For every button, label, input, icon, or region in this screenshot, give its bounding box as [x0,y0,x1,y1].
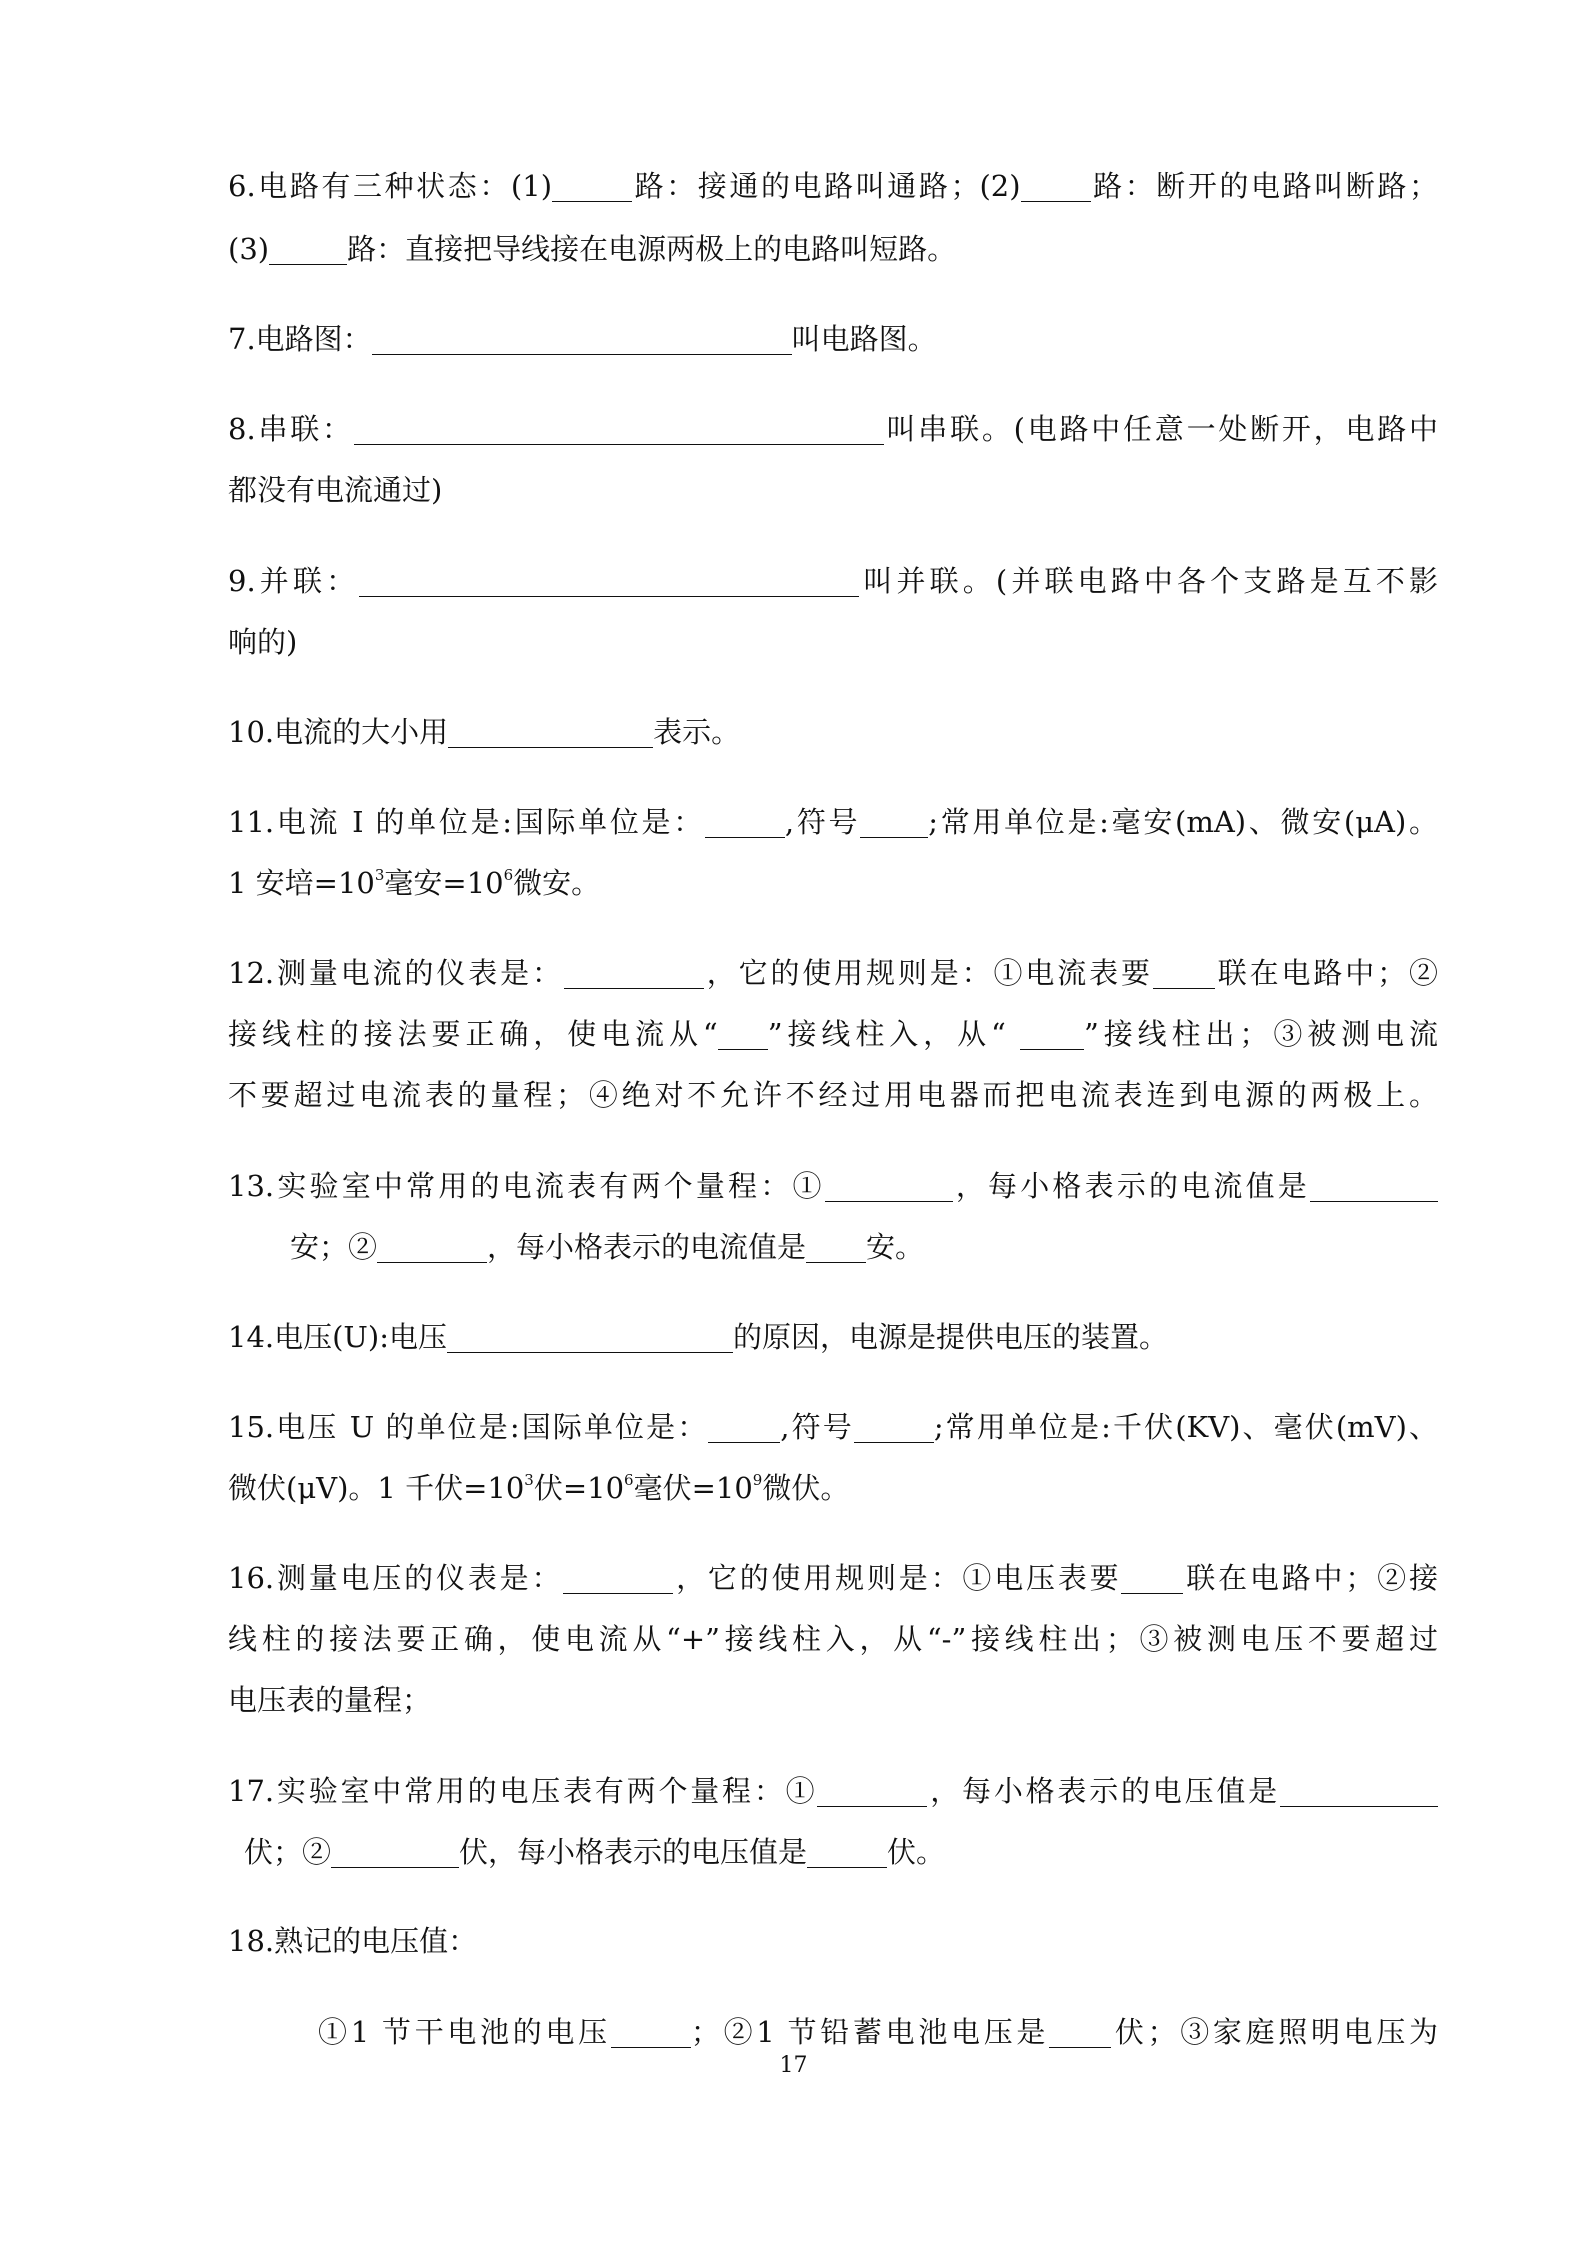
answer-blank[interactable] [806,1232,866,1263]
question-text: ,符号 [780,1410,854,1444]
question-17-line-2 [244,1832,1438,1872]
question-text: 13.实验室中常用的电流表有两个量程：① [228,1169,825,1203]
question-text: 18.熟记的电压值： [228,1924,478,1958]
answer-blank[interactable] [552,171,632,202]
question-text: ;常用单位是:毫安(mA)、微安(μA)。 [928,805,1439,839]
question-text: 伏，每小格表示的电压值是 [459,1835,808,1869]
question-6-line-2 [228,229,1438,269]
question-text: 叫串联。(电路中任意一处断开，电路中 [883,412,1438,446]
question-text: 12.测量电流的仪表是： [228,956,564,990]
answer-blank[interactable] [1153,958,1215,989]
answer-blank[interactable] [359,566,859,597]
question-6-line-1 [228,166,1438,206]
question-text: 表示。 [653,715,741,749]
question-text: 路：断开的电路叫断路； [1090,169,1438,203]
question-text: 1 安培=10 [228,866,375,900]
question-text: 11.电流 I 的单位是:国际单位是： [228,805,705,839]
question-text: 毫伏=10 [633,1471,753,1505]
question-text: 路：直接把导线接在电源两极上的电路叫短路。 [347,232,957,266]
answer-blank[interactable] [1121,1563,1183,1594]
question-text: 15.电压 U 的单位是:国际单位是： [228,1410,709,1444]
question-text: 叫电路图。 [791,322,937,356]
page-number: 17 [779,2053,808,2078]
question-10 [228,712,1438,752]
question-8-line-2 [228,470,1438,510]
exponent: 3 [524,1471,534,1489]
answer-blank[interactable] [331,1837,459,1868]
question-text: 8.串联： [228,412,354,446]
answer-blank[interactable] [448,717,653,748]
question-text: ，它的使用规则是：①电流表要 [703,956,1153,990]
question-text: 微伏。 [762,1471,850,1505]
question-11-line-2 [228,863,1438,903]
answer-blank[interactable] [1049,2017,1111,2048]
question-text: 伏=10 [533,1471,625,1505]
question-18-line-1 [318,2012,1438,2052]
exponent: 3 [374,866,385,884]
question-16-line-3 [228,1680,1438,1720]
question-text: ，每小格表示的电流值是 [487,1230,807,1264]
answer-blank[interactable] [1280,1776,1438,1807]
question-14 [228,1317,1438,1357]
question-text: 伏；③家庭照明电压为 [1111,2015,1439,2049]
answer-blank[interactable] [708,1412,780,1443]
question-text: 线柱的接法要正确，使电流从“+”接线柱入，从“-”接线柱出；③被测电压不要超过 [228,1622,1438,1656]
question-text: 接线柱的接法要正确，使电流从“ [228,1017,718,1051]
answer-blank[interactable] [372,324,792,355]
answer-blank[interactable] [269,234,347,265]
question-text: 联在电路中；② [1214,956,1438,990]
question-15-line-1 [228,1407,1438,1447]
question-text: 联在电路中；②接 [1183,1561,1438,1595]
question-text: 安。 [866,1230,925,1264]
exponent: 6 [503,866,514,884]
answer-blank[interactable] [447,1322,733,1353]
question-17-line-1 [228,1771,1438,1811]
question-text: 10.电流的大小用 [228,715,449,749]
question-18-heading [228,1921,1438,1961]
question-text: ；②1 节铅蓄电池电压是 [690,2015,1050,2049]
question-11-line-1 [228,802,1438,842]
question-text: 16.测量电压的仪表是： [228,1561,564,1595]
question-text: ，每小格表示的电流值是 [952,1169,1310,1203]
question-text: 叫并联。(并联电路中各个支路是互不影 [859,564,1438,598]
question-text: ，它的使用规则是：①电压表要 [673,1561,1122,1595]
question-text: 不要超过电流表的量程；④绝对不允许不经过用电器而把电流表连到电源的两极上。 [228,1078,1438,1112]
question-13-line-1 [228,1166,1438,1206]
answer-blank[interactable] [817,1776,927,1807]
question-12-line-1 [228,953,1438,993]
question-16-line-2 [228,1619,1438,1659]
question-text: 7.电路图： [228,322,372,356]
question-text: 安；② [290,1230,378,1264]
question-text: ;常用单位是:千伏(KV)、毫伏(mV)、 [933,1410,1438,1444]
answer-blank[interactable] [1021,171,1091,202]
question-text: 毫安=10 [384,866,504,900]
exponent: 9 [752,1471,763,1489]
question-text: 都没有电流通过) [228,473,443,507]
question-text: 响的) [228,625,298,659]
question-text: ，每小格表示的电压值是 [927,1774,1280,1808]
question-9-line-2 [228,622,1438,662]
question-8-line-1 [228,409,1438,449]
question-13-line-2 [290,1227,1438,1267]
answer-blank[interactable] [611,2017,691,2048]
question-text: ,符号 [784,805,861,839]
question-12-line-2 [228,1014,1438,1054]
answer-blank[interactable] [854,1412,934,1443]
answer-blank[interactable] [1310,1171,1438,1202]
answer-blank[interactable] [807,1837,887,1868]
answer-blank[interactable] [377,1232,487,1263]
question-text: ①1 节干电池的电压 [318,2015,611,2049]
question-text: (3) [228,232,270,266]
question-text: 电压表的量程； [228,1683,432,1717]
question-text: 路：接通的电路叫通路；(2) [632,169,1021,203]
question-text: 9.并联： [228,564,360,598]
question-9-line-1 [228,561,1438,601]
question-text: ”接线柱出；③被测电流 [1083,1017,1439,1051]
answer-blank[interactable] [1020,1019,1084,1050]
answer-blank[interactable] [563,1563,673,1594]
question-text: 的原因，电源是提供电压的装置。 [732,1320,1168,1354]
question-text: 14.电压(U):电压 [228,1320,447,1354]
question-text: 微安。 [513,866,601,900]
question-text: 6.电路有三种状态：(1) [228,169,553,203]
answer-blank[interactable] [860,807,928,838]
question-16-line-1 [228,1558,1438,1598]
answer-blank[interactable] [705,807,785,838]
question-12-line-3 [228,1075,1438,1115]
answer-blank[interactable] [825,1171,953,1202]
question-text: ”接线柱入，从“ [767,1017,1020,1051]
question-text: 伏；② [244,1835,332,1869]
question-text: 微伏(μV)。1 千伏=10 [228,1471,525,1505]
question-7 [228,319,1438,359]
question-text: 17.实验室中常用的电压表有两个量程：① [228,1774,818,1808]
answer-blank[interactable] [354,414,884,445]
answer-blank[interactable] [718,1019,768,1050]
question-15-line-2 [228,1468,1438,1508]
answer-blank[interactable] [564,958,704,989]
exponent: 6 [624,1471,634,1489]
question-text: 伏。 [887,1835,946,1869]
